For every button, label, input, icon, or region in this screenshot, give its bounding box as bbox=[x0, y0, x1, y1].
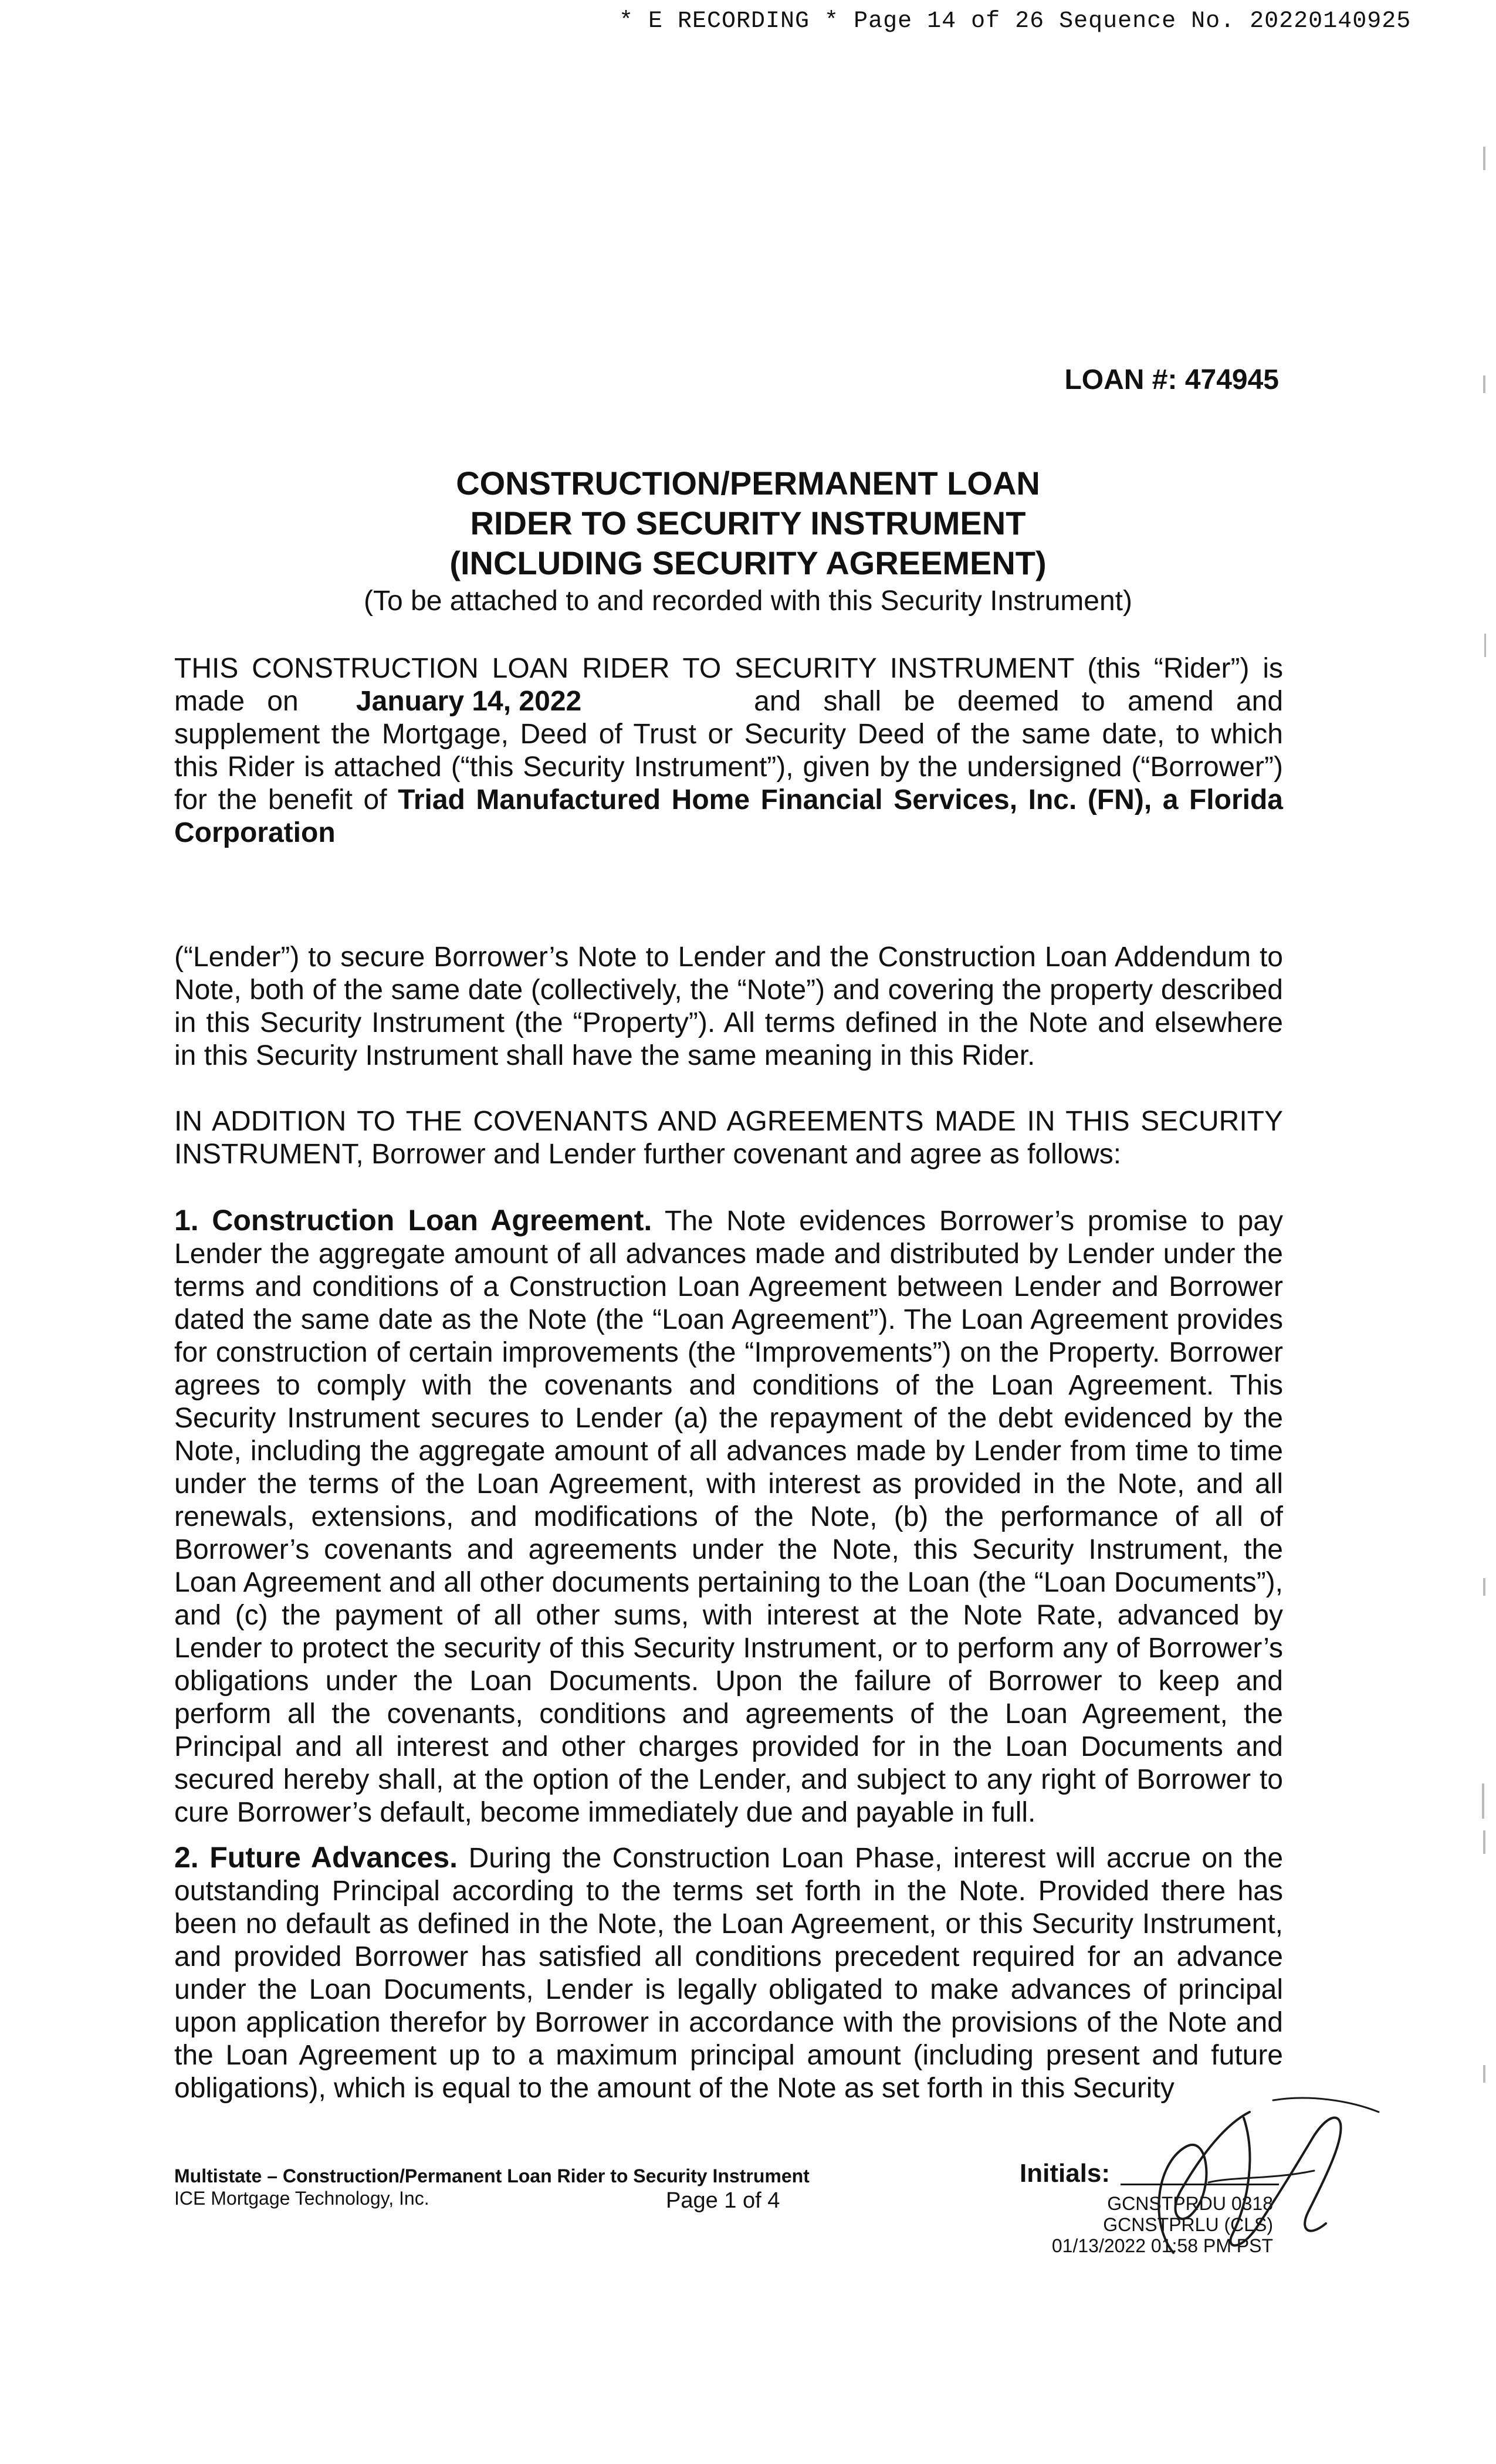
page-number: Page 1 of 4 bbox=[666, 2188, 780, 2213]
title-line-1: CONSTRUCTION/PERMANENT LOAN bbox=[456, 465, 1040, 502]
intro-text-b: and shall be deemed to amend and supplement the Mortgage, Deed of Trust or Security Deed of the same date, to which this Rider is attached (“this Security Instrument”), given by the undersigned (“Borrower”) for the benefit of bbox=[174, 686, 1284, 815]
initials-signature bbox=[1138, 2077, 1385, 2270]
scan-mark bbox=[1483, 147, 1485, 170]
title-subtitle: (To be attached to and recorded with this Security Instrument) bbox=[364, 585, 1132, 617]
scan-mark bbox=[1484, 634, 1486, 657]
signature-stroke-3 bbox=[1273, 2098, 1379, 2112]
scan-mark bbox=[1483, 1830, 1485, 1854]
intro-text-a: THIS CONSTRUCTION LOAN RIDER TO SECURITY INSTRUMENT (this “Rider”) is made on bbox=[174, 653, 1283, 717]
signature-stroke-1 bbox=[1159, 2112, 1250, 2253]
covenants-paragraph: IN ADDITION TO THE COVENANTS AND AGREEMENTS MADE IN THIS SECURITY INSTRUMENT, Borrower and Lender further covenant and agree as follows: bbox=[174, 1106, 1283, 1170]
section-2-heading: Future Advances. bbox=[209, 1841, 458, 1874]
lender-paragraph: (“Lender”) to secure Borrower’s Note to Lender and the Construction Loan Addendum to Note, both of the same date (collectively, the “Note”) and covering the property described in this Security Instrument (the “Property”). All terms defined in the Note and elsewhere in this Security Instrument shall have the same meaning in this Rider. bbox=[174, 942, 1283, 1071]
section-1 bbox=[174, 1204, 1283, 1829]
title-line-2: RIDER TO SECURITY INSTRUMENT bbox=[470, 505, 1026, 541]
initials-label: Initials: bbox=[1020, 2159, 1111, 2188]
scan-mark bbox=[1483, 2065, 1485, 2083]
rider-date: January 14, 2022 bbox=[356, 686, 582, 717]
footer-company: ICE Mortgage Technology, Inc. bbox=[174, 2188, 429, 2209]
section-2 bbox=[174, 1841, 1283, 2105]
section-2-body: During the Construction Loan Phase, interest will accrue on the outstanding Principal according to the terms set forth in the Note. Provided there has been no default as defined in the Note, the Loan Agreement, or this Security Instrument, and provided Borrower has satisfied all conditions precedent required for an advance under the Loan Documents, Lender is legally obligated to make advances of principal upon application therefor by Borrower in accordance with the provisions of the Note and the Loan Agreement up to a maximum principal amount (including present and future obligations), which is equal to the amount of the Note as set forth in this Security bbox=[174, 1843, 1284, 2104]
section-2-number: 2. bbox=[174, 1841, 199, 1874]
document-title bbox=[0, 463, 1496, 620]
footer-form-title: Multistate – Construction/Permanent Loan Rider to Security Instrument bbox=[174, 2165, 810, 2187]
scan-mark bbox=[1482, 1783, 1484, 1819]
form-timestamp: 01/13/2022 01:58 PM PST bbox=[1051, 2235, 1273, 2256]
lender-name: Triad Manufactured Home Financial Services, Inc. (FN), a Florida Corporation bbox=[174, 784, 1283, 848]
signature-stroke-2 bbox=[1230, 2118, 1341, 2246]
intro-paragraph bbox=[174, 652, 1283, 849]
loan-number bbox=[1064, 364, 1279, 396]
signature-stroke-4 bbox=[1209, 2171, 1314, 2182]
scan-mark bbox=[1483, 1578, 1485, 1596]
recording-header: * E RECORDING * Page 14 of 26 Sequence No. 20220140925 bbox=[619, 8, 1412, 35]
loan-number-value: 474945 bbox=[1184, 364, 1279, 395]
form-code-1: GCNSTPRDU 0318 bbox=[1107, 2193, 1273, 2214]
section-1-body: The Note evidences Borrower’s promise to pay Lender the aggregate amount of all advances made and distributed by Lender under the terms and conditions of a Construction Loan Agreement between Lender and Borrower dated the same date as the Note (the “Loan Agreement”). The Loan Agreement provides for construction of certain improvements (the “Improvements”) on the Property. Borrower agrees to comply with the covenants and conditions of the Loan Agreement. This Security Instrument secures to Lender (a) the repayment of the debt evidenced by the Note, including the aggregate amount of all advances made by Lender from time to time under the terms of the Loan Agreement, with interest as provided in the Note, and all renewals, extensions, and modifications of the Note, (b) the performance of all of Borrower’s covenants and agreements under the Note, this Security Instrument, the Loan Agreement and all other documents pertaining to the Loan (the “Loan Documents”), and (c) the payment of all other sums, with interest at the Note Rate, advanced by Lender to protect the security of this Security Instrument, or to perform any of Borrower’s obligations under the Loan Documents. Upon the failure of Borrower to keep and perform all the covenants, conditions and agreements of the Loan Agreement, the Principal and all interest and other charges provided for in the Loan Documents and secured hereby shall, at the option of the Lender, and subject to any right of Borrower to cure Borrower’s default, become immediately due and payable in full. bbox=[174, 1206, 1283, 1828]
section-1-number: 1. bbox=[174, 1204, 199, 1237]
section-1-heading: Construction Loan Agreement. bbox=[212, 1204, 652, 1237]
loan-label: LOAN #: bbox=[1064, 364, 1177, 395]
title-line-3: (INCLUDING SECURITY AGREEMENT) bbox=[449, 544, 1047, 581]
scan-mark bbox=[1483, 375, 1485, 393]
form-code-2: GCNSTPRLU (CLS) bbox=[1103, 2214, 1273, 2235]
